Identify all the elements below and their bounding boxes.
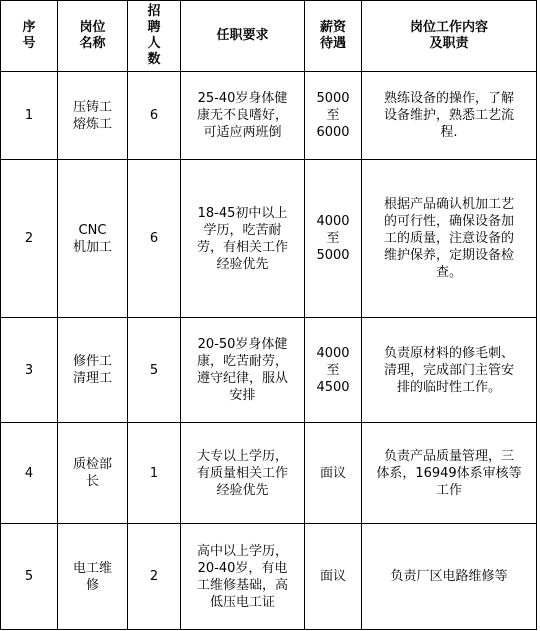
cell-duty: 熟练设备的操作，了解 设备维护，熟悉工艺流 程. bbox=[362, 72, 537, 160]
header-duty: 岗位工作内容 及职责 bbox=[362, 1, 537, 72]
cell-salary: 5000 至 6000 bbox=[305, 72, 362, 160]
header-post: 岗位 名称 bbox=[58, 1, 128, 72]
header-row bbox=[1, 1, 537, 72]
cell-requirements: 18-45初中以上 学历，吃苦耐 劳，有相关工作 经验优先 bbox=[181, 160, 305, 318]
cell-salary: 面议 bbox=[305, 524, 362, 630]
cell-count: 1 bbox=[128, 423, 181, 524]
cell-post: 电工维 修 bbox=[58, 524, 128, 630]
cell-post: 质检部 长 bbox=[58, 423, 128, 524]
cell-seq: 5 bbox=[1, 524, 58, 630]
table-row bbox=[1, 423, 537, 524]
cell-post: 压铸工 熔炼工 bbox=[58, 72, 128, 160]
cell-requirements: 20-50岁身体健 康，吃苦耐劳， 遵守纪律，服从 安排 bbox=[181, 318, 305, 423]
header-salary: 薪资 待遇 bbox=[305, 1, 362, 72]
cell-requirements: 25-40岁身体健 康无不良嗜好， 可适应两班倒 bbox=[181, 72, 305, 160]
cell-requirements: 大专以上学历， 有质量相关工作 经验优先 bbox=[181, 423, 305, 524]
cell-duty: 负责厂区电路维修等 bbox=[362, 524, 537, 630]
cell-count: 6 bbox=[128, 72, 181, 160]
header-seq: 序 号 bbox=[1, 1, 58, 72]
cell-count: 2 bbox=[128, 524, 181, 630]
cell-salary: 4000 至 5000 bbox=[305, 160, 362, 318]
table-row bbox=[1, 160, 537, 318]
cell-salary: 4000 至 4500 bbox=[305, 318, 362, 423]
cell-seq: 2 bbox=[1, 160, 58, 318]
cell-seq: 4 bbox=[1, 423, 58, 524]
cell-duty: 根据产品确认机加工艺 的可行性，确保设备加 工的质量，注意设备的 维护保养，定期设备检 查。 bbox=[362, 160, 537, 318]
cell-requirements: 高中以上学历， 20-40岁，有电 工维修基础，高 低压电工证 bbox=[181, 524, 305, 630]
cell-count: 5 bbox=[128, 318, 181, 423]
table-row bbox=[1, 72, 537, 160]
cell-count: 6 bbox=[128, 160, 181, 318]
header-count: 招 聘 人 数 bbox=[128, 1, 181, 72]
cell-salary: 面议 bbox=[305, 423, 362, 524]
table-row bbox=[1, 318, 537, 423]
cell-duty: 负责原材料的修毛刺、 清理，完成部门主管安 排的临时性工作。 bbox=[362, 318, 537, 423]
cell-duty: 负责产品质量管理，三 体系，16949体系审核等 工作 bbox=[362, 423, 537, 524]
cell-post: CNC 机加工 bbox=[58, 160, 128, 318]
cell-seq: 1 bbox=[1, 72, 58, 160]
table-row bbox=[1, 524, 537, 630]
cell-post: 修件工 清理工 bbox=[58, 318, 128, 423]
header-requirements: 任职要求 bbox=[181, 1, 305, 72]
cell-seq: 3 bbox=[1, 318, 58, 423]
